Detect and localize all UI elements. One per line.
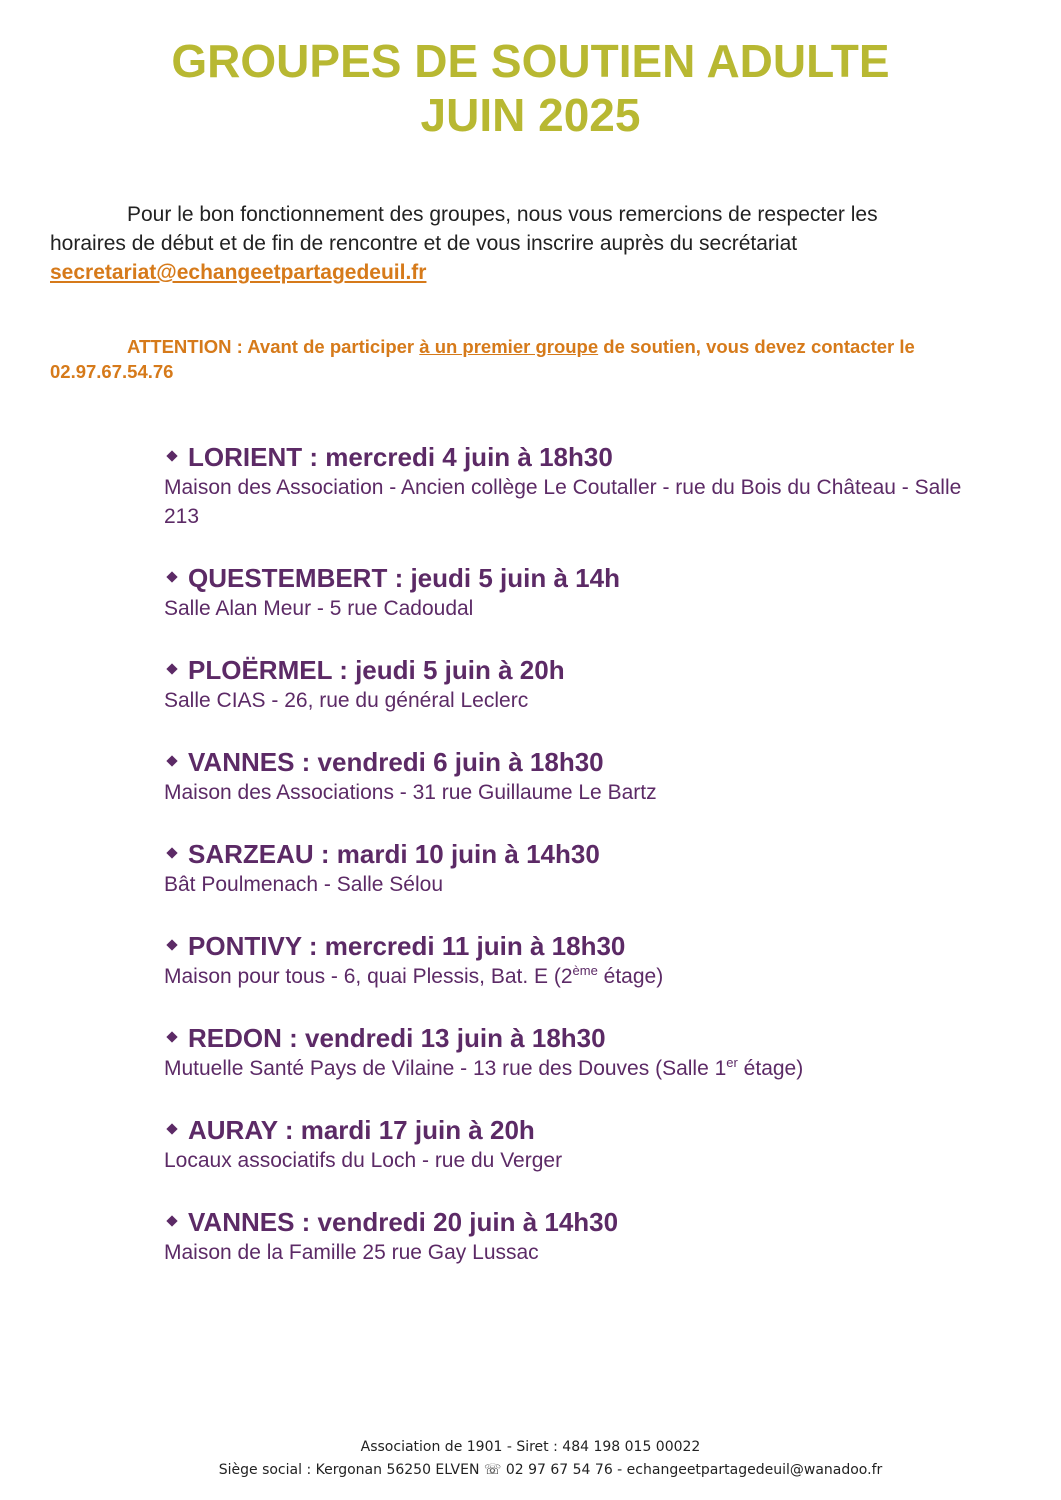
event-lorient <box>164 442 964 531</box>
diamond-bullet-icon <box>166 939 177 950</box>
event-address-end: étage) <box>737 1057 804 1080</box>
event-address: Maison des Association - Ancien collège Le Coutaller - rue du Bois du Château - Salle 213 <box>164 476 962 528</box>
diamond-bullet-icon <box>166 1215 177 1226</box>
title-line-1: GROUPES DE SOUTIEN ADULTE <box>171 35 890 87</box>
attention-notice <box>50 334 950 384</box>
event-title: SARZEAU : mardi 10 juin à 14h30 <box>188 839 600 869</box>
events-list <box>164 442 964 1299</box>
telephone-icon: ☏ <box>483 1462 502 1478</box>
attention-underlined: à un premier groupe <box>419 336 599 357</box>
attention-part-2: de soutien, vous devez contacter le 02.97.67.54.76 <box>50 336 915 382</box>
intro-text: Pour le bon fonctionnement des groupes, nous vous remercions de respecter les horaires de début et de fin de rencontre et de vous inscrire auprès du secrétariat <box>50 203 878 255</box>
diamond-bullet-icon <box>166 663 177 674</box>
event-address-end: étage) <box>597 965 664 988</box>
event-title: VANNES : vendredi 20 juin à 14h30 <box>188 1207 619 1237</box>
footer <box>0 1436 1061 1482</box>
event-address: Maison de la Famille 25 rue Gay Lussac <box>164 1241 539 1264</box>
event-address <box>164 1054 964 1083</box>
event-pontivy <box>164 931 964 991</box>
diamond-bullet-icon <box>166 450 177 461</box>
event-title: QUESTEMBERT : jeudi 5 juin à 14h <box>188 563 620 593</box>
diamond-bullet-icon <box>166 1031 177 1042</box>
floor-superscript: ème <box>572 963 598 978</box>
event-redon <box>164 1023 964 1083</box>
event-address-text: Maison pour tous - 6, quai Plessis, Bat. E (2 <box>164 965 573 988</box>
event-title: AURAY : mardi 17 juin à 20h <box>188 1115 535 1145</box>
event-address: Salle Alan Meur - 5 rue Cadoudal <box>164 597 474 620</box>
event-address: Bât Poulmenach - Salle Sélou <box>164 873 443 896</box>
event-title: VANNES : vendredi 6 juin à 18h30 <box>188 747 604 777</box>
event-address: Salle CIAS - 26, rue du général Leclerc <box>164 689 529 712</box>
event-questembert <box>164 563 964 623</box>
event-address: Maison des Associations - 31 rue Guillaume Le Bartz <box>164 781 657 804</box>
footer-address: Siège social : Kergonan 56250 ELVEN <box>218 1462 484 1478</box>
diamond-bullet-icon <box>166 847 177 858</box>
diamond-bullet-icon <box>166 571 177 582</box>
event-address-text: Mutuelle Santé Pays de Vilaine - 13 rue des Douves (Salle 1 <box>164 1057 727 1080</box>
event-title: PLOËRMEL : jeudi 5 juin à 20h <box>188 655 565 685</box>
footer-contact: 02 97 67 54 76 - echangeetpartagedeuil@wanadoo.fr <box>501 1462 883 1478</box>
event-title: LORIENT : mercredi 4 juin à 18h30 <box>188 442 613 472</box>
page-title <box>0 34 1061 142</box>
event-vannes-20 <box>164 1207 964 1267</box>
event-address: Locaux associatifs du Loch - rue du Verger <box>164 1149 563 1172</box>
diamond-bullet-icon <box>166 1123 177 1134</box>
event-auray <box>164 1115 964 1175</box>
footer-line-1: Association de 1901 - Siret : 484 198 015 00022 <box>360 1439 701 1455</box>
attention-part-1: ATTENTION : Avant de participer <box>127 336 420 357</box>
title-line-2: JUIN 2025 <box>420 89 641 141</box>
event-address <box>164 962 964 991</box>
secretariat-email-link[interactable]: secretariat@echangeetpartagedeuil.fr <box>50 261 427 284</box>
event-vannes-6 <box>164 747 964 807</box>
intro-paragraph <box>50 200 950 287</box>
event-title: REDON : vendredi 13 juin à 18h30 <box>188 1023 606 1053</box>
event-sarzeau <box>164 839 964 899</box>
footer-line-2 <box>0 1459 1061 1482</box>
event-ploermel <box>164 655 964 715</box>
event-title: PONTIVY : mercredi 11 juin à 18h30 <box>188 931 626 961</box>
floor-superscript: er <box>726 1055 738 1070</box>
diamond-bullet-icon <box>166 755 177 766</box>
